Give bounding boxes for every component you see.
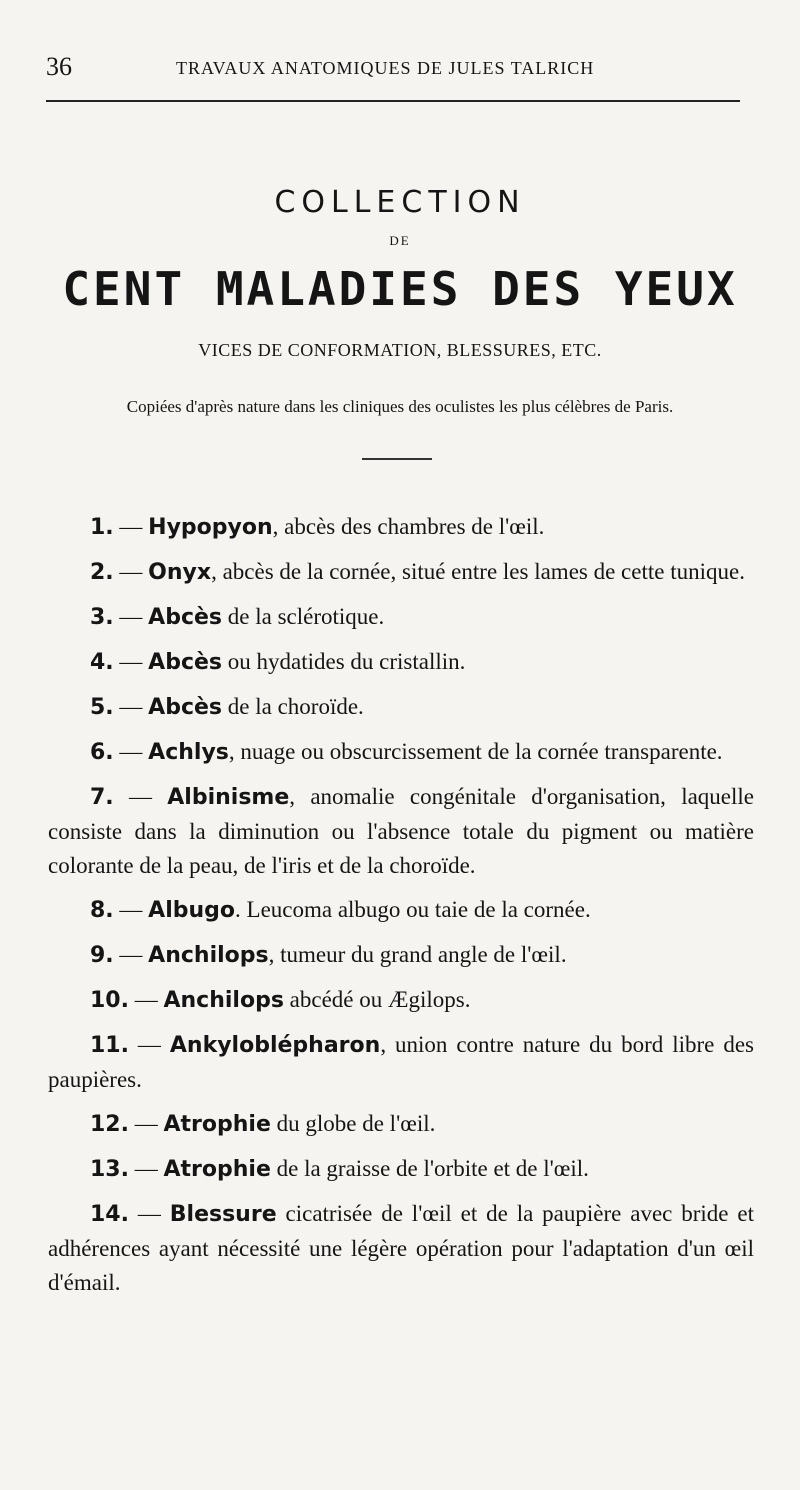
entry-term: Abcès — [148, 650, 223, 675]
entry-text: . Leucoma albugo ou taie de la cornée. — [235, 897, 591, 922]
entry-term: Albugo — [148, 898, 236, 923]
entry-text: , nuage ou obscurcissement de la cornée transparente. — [228, 739, 723, 764]
entry-term: Atrophie — [163, 1112, 271, 1137]
title-collection: COLLECTION — [274, 185, 526, 220]
entry-number: 14. — [90, 1202, 129, 1227]
entry-dash: — — [113, 559, 149, 584]
entry-text: de la sclérotique. — [222, 604, 385, 629]
entry-number: 4. — [90, 650, 114, 675]
list-item — [48, 1197, 754, 1300]
list-item — [48, 600, 754, 635]
entry-text: , anomalie congénitale d'organisation, laquelle consiste dans la diminution ou l'absence totale du pigment ou matière colorante de la peau, de l'iris et de la choroïde. — [48, 784, 755, 878]
entry-dash: — — [113, 694, 149, 719]
entry-dash: — — [113, 942, 149, 967]
entry-text: , union contre nature du bord libre des paupières. — [48, 1032, 754, 1092]
entry-text: , abcès de la cornée, situé entre les lames de cette tunique. — [211, 559, 745, 584]
entry-text: du globe de l'œil. — [270, 1111, 436, 1136]
list-item — [48, 893, 754, 928]
entry-term: Anchilops — [148, 943, 269, 968]
list-item — [48, 1028, 754, 1097]
entry-term: Albinisme — [167, 785, 290, 810]
entry-term: Abcès — [148, 695, 223, 720]
list-item — [48, 1107, 754, 1142]
entry-term: Atrophie — [163, 1157, 271, 1182]
entry-term: Achlys — [148, 740, 229, 765]
entry-number: 2. — [90, 560, 114, 585]
entry-text: , tumeur du grand angle de l'œil. — [268, 942, 567, 967]
entry-number: 1. — [90, 515, 114, 540]
header-rule — [46, 100, 740, 102]
entry-term: Onyx — [148, 560, 212, 585]
entry-text: abcédé ou Ægilops. — [283, 987, 471, 1012]
entry-number: 13. — [90, 1157, 129, 1182]
entry-number: 5. — [90, 695, 114, 720]
list-item — [48, 690, 754, 725]
entry-term: Ankyloblépharon — [169, 1033, 381, 1058]
entry-number: 9. — [90, 943, 114, 968]
entry-term: Hypopyon — [148, 515, 273, 540]
entry-text: de la choroïde. — [222, 694, 364, 719]
entry-list — [48, 510, 754, 1310]
entry-term: Abcès — [148, 605, 223, 630]
list-item — [48, 555, 754, 590]
entry-dash: — — [113, 897, 149, 922]
entry-dash: — — [113, 784, 168, 809]
entry-dash: — — [128, 1156, 164, 1181]
entry-number: 12. — [90, 1112, 129, 1137]
list-item — [48, 983, 754, 1018]
subtitle: VICES DE CONFORMATION, BLESSURES, ETC. — [198, 340, 602, 360]
title-de: DE — [389, 233, 411, 248]
entry-text: cicatrisée de l'œil et de la paupière avec bride et adhérences ayant nécessité une légère opération pour l'adaptation d'un œil d'émail. — [48, 1201, 754, 1295]
separator-rule — [362, 458, 432, 460]
entry-term: Anchilops — [163, 988, 284, 1013]
entry-number: 8. — [90, 898, 114, 923]
intro-line: Copiées d'après nature dans les cliniques des oculistes les plus célèbres de Paris. — [126, 397, 674, 416]
page-title: CENT MALADIES DES YEUX — [62, 262, 738, 316]
entry-dash: — — [128, 1111, 164, 1136]
entry-text: ou hydatides du cristallin. — [222, 649, 466, 674]
entry-dash: — — [128, 1201, 170, 1226]
entry-number: 10. — [90, 988, 129, 1013]
entry-text: , abcès des chambres de l'œil. — [272, 514, 545, 539]
entry-number: 7. — [90, 785, 114, 810]
entry-dash: — — [113, 649, 149, 674]
entry-dash: — — [128, 987, 164, 1012]
entry-term: Blessure — [169, 1202, 277, 1227]
entry-number: 3. — [90, 605, 114, 630]
list-item — [48, 1152, 754, 1187]
list-item — [48, 780, 754, 883]
entry-number: 11. — [90, 1033, 129, 1058]
list-item — [48, 645, 754, 680]
entry-dash: — — [128, 1032, 170, 1057]
list-item — [48, 938, 754, 973]
entry-dash: — — [113, 604, 149, 629]
entry-dash: — — [113, 739, 149, 764]
running-title: TRAVAUX ANATOMIQUES DE JULES TALRICH — [176, 58, 595, 78]
list-item — [48, 510, 754, 545]
page-number: 36 — [46, 52, 72, 81]
entry-number: 6. — [90, 740, 114, 765]
list-item — [48, 735, 754, 770]
entry-dash: — — [113, 514, 149, 539]
running-head — [46, 52, 740, 86]
entry-text: de la graisse de l'orbite et de l'œil. — [270, 1156, 589, 1181]
